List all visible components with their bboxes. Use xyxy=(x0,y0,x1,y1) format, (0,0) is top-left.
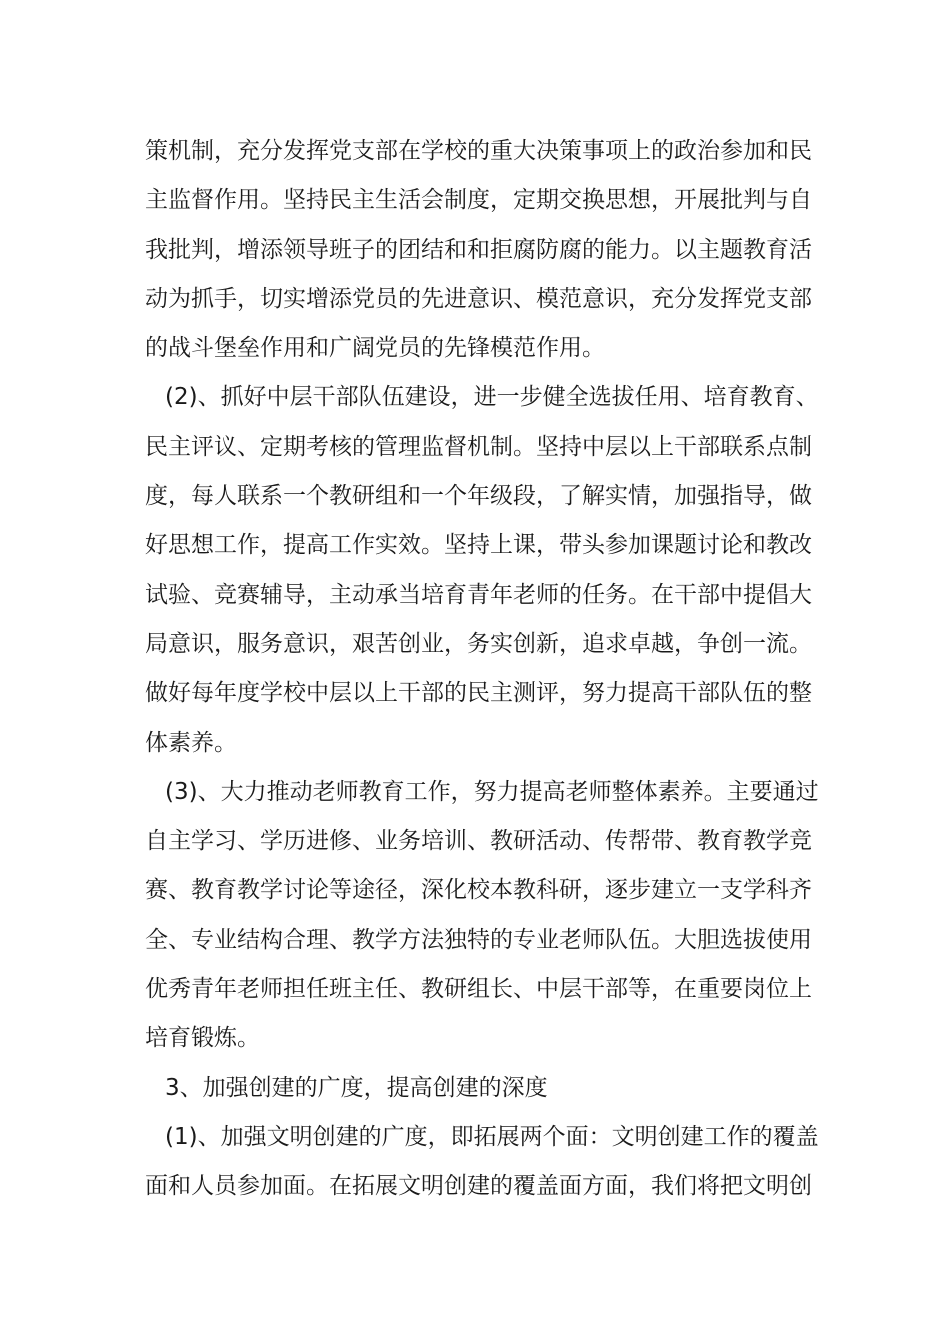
text-line: 培育锻炼。 xyxy=(145,1025,260,1052)
text-line: 全、专业结构合理、教学方法独特的专业老师队伍。大胆选拔使用 xyxy=(145,926,812,953)
text-line: 试验、竞赛辅导，主动承当培育青年老师的任务。在干部中提倡大 xyxy=(145,581,812,608)
text-line: 度，每人联系一个教研组和一个年级段，了解实情，加强指导，做 xyxy=(145,483,812,510)
text-line: 民主评议、定期考核的管理监督机制。坚持中层以上干部联系点制 xyxy=(145,433,812,460)
text-line: 优秀青年老师担任班主任、教研组长、中层干部等，在重要岗位上 xyxy=(145,976,812,1003)
text-line: 做好每年度学校中层以上干部的民主测评，努力提高干部队伍的整 xyxy=(145,680,812,707)
text-line: 的战斗堡垒作用和广阔党员的先锋模范作用。 xyxy=(145,335,605,362)
text-line: 赛、教育教学讨论等途径，深化校本教科研，逐步建立一支学科齐 xyxy=(145,877,812,904)
text-line: 策机制，充分发挥党支部在学校的重大决策事项上的政治参加和民 xyxy=(145,138,812,164)
text-line: 好思想工作，提高工作实效。坚持上课，带头参加课题讨论和教改 xyxy=(145,532,812,559)
text-line: 动为抓手，切实增添党员的先进意识、模范意识，充分发挥党支部 xyxy=(145,285,812,312)
text-line: 局意识，服务意识，艰苦创业，务实创新，追求卓越，争创一流。 xyxy=(145,630,812,657)
text-line: (1)、加强文明创建的广度，即拓展两个面：文明创建工作的覆盖 xyxy=(165,1123,819,1150)
paragraph-party-branch-continued xyxy=(145,127,812,373)
text-line: 我批判，增添领导班子的团结和和拒腐防腐的能力。以主题教育活 xyxy=(145,236,812,263)
text-line: 自主学习、学历进修、业务培训、教研活动、传帮带、教育教学竞 xyxy=(145,828,812,855)
text-line: (2)、抓好中层干部队伍建设，进一步健全选拔任用、培育教育、 xyxy=(165,384,819,411)
paragraph-section-3-item-1 xyxy=(145,1113,819,1212)
paragraph-item-3 xyxy=(145,768,819,1064)
text-line: 体素养。 xyxy=(145,729,237,756)
section-heading-3 xyxy=(145,1064,807,1113)
text-line: (3)、大力推动老师教育工作，努力提高老师整体素养。主要通过 xyxy=(165,778,819,805)
document-body xyxy=(145,127,819,1212)
text-line: 面和人员参加面。在拓展文明创建的覆盖面方面，我们将把文明创 xyxy=(145,1173,812,1200)
paragraph-item-2 xyxy=(145,373,819,767)
text-line: 主监督作用。坚持民主生活会制度，定期交换思想，开展批判与自 xyxy=(145,187,812,214)
section-heading-text: 3、加强创建的广度，提高创建的深度 xyxy=(165,1074,548,1101)
